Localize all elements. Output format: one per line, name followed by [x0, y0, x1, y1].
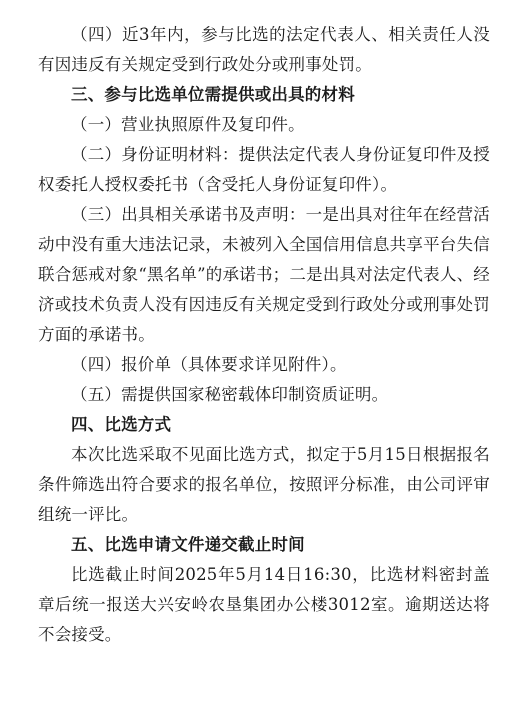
document-page [38, 20, 490, 650]
paragraph-business-license: （一）营业执照原件及复印件。 [71, 115, 305, 134]
paragraph-commitment-letters: （三）出具相关承诺书及声明：一是出具对往年在经营活动中没有重大违法记录，未被列入全国信用信息共享平台失信联合惩戒对象“黑名单”的承诺书；二是出具对法定代表人、经济或技术负责人没有因违反有关规定受到行政处分或刑事处罚方面的承诺书。 [38, 205, 490, 344]
paragraph-identity-documents: （二）身份证明材料：提供法定代表人身份证复印件及授权委托人授权委托书（含受托人身份证复印件）。 [38, 145, 490, 194]
paragraph-selection-method: 本次比选采取不见面比选方式，拟定于5月15日根据报名条件筛选出符合要求的报名单位，按照评分标准，由公司评审组统一评比。 [38, 445, 490, 524]
section-heading-materials: 三、参与比选单位需提供或出具的材料 [71, 85, 355, 104]
paragraph-quotation: （四）报价单（具体要求详见附件）。 [71, 355, 347, 374]
section-heading-deadline: 五、比选申请文件递交截止时间 [71, 535, 305, 554]
paragraph-deadline: 比选截止时间2025年5月14日16:30，比选材料密封盖章后统一报送大兴安岭农垦集团办公楼3012室。逾期送达将不会接受。 [38, 565, 490, 644]
paragraph-leadership-record: （四）近3年内，参与比选的法定代表人、相关责任人没有因违反有关规定受到行政处分或刑事处罚。 [38, 25, 490, 74]
section-heading-selection-method: 四、比选方式 [71, 415, 172, 434]
paragraph-qualification-proof: （五）需提供国家秘密载体印制资质证明。 [71, 385, 389, 404]
